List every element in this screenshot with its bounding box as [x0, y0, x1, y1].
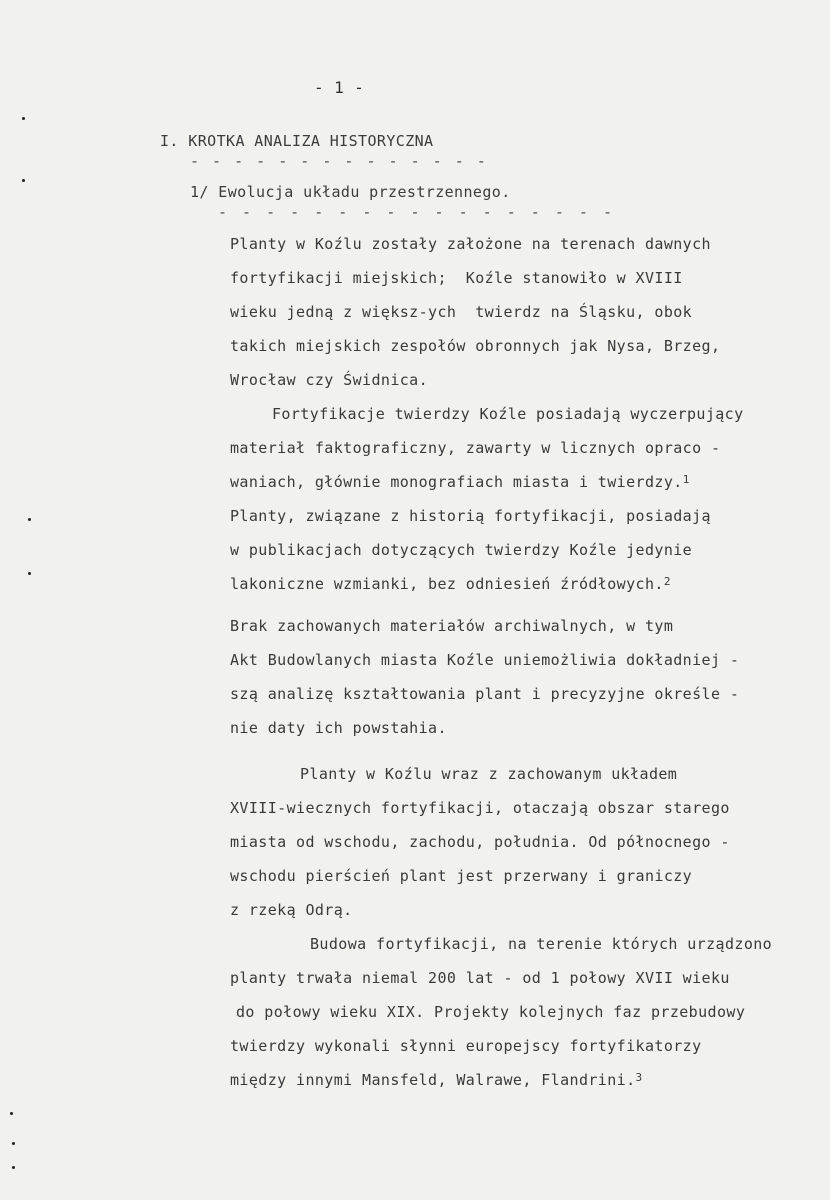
- margin-speck: [10, 1112, 13, 1115]
- text-line-with-footnote: [230, 472, 690, 494]
- margin-speck: [28, 572, 31, 575]
- section-title: I. KROTKA ANALIZA HISTORYCZNA: [160, 132, 434, 150]
- text-line: twierdzy wykonali słynni europejscy fortyfikatorzy: [230, 1037, 702, 1055]
- text-line: Wrocław czy Świdnica.: [230, 371, 429, 389]
- text-line: takich miejskich zespołów obronnych jak Nysa, Brzeg,: [230, 337, 721, 355]
- text-line: wieku jedną z większ-ych twierdz na Śląsku, obok: [230, 303, 693, 321]
- text-line: szą analizę kształtowania plant i precyzyjne określe -: [230, 685, 740, 703]
- text-line: fortyfikacji miejskich; Koźle stanowiło w XVIII: [230, 269, 683, 287]
- text-line: Planty w Koźlu zostały założone na terenach dawnych: [230, 235, 711, 253]
- subsection-title-underline: - - - - - - - - - - - - - - - - -: [218, 203, 616, 221]
- text-line: Planty w Koźlu wraz z zachowanym układem: [300, 765, 678, 783]
- text-line: Budowa fortyfikacji, na terenie których urządzono: [310, 935, 773, 953]
- text-line: XVIII-wiecznych fortyfikacji, otaczają obszar starego: [230, 799, 730, 817]
- text-line: między innymi Mansfeld, Walrawe, Flandrini.: [230, 1071, 636, 1089]
- text-line: miasta od wschodu, zachodu, południa. Od północnego -: [230, 833, 730, 851]
- text-line: nie daty ich powstahia.: [230, 719, 447, 737]
- text-line: do połowy wieku XIX. Projekty kolejnych faz przebudowy: [236, 1003, 746, 1021]
- text-line-with-footnote: [230, 574, 671, 596]
- footnote-marker: 2: [663, 575, 671, 588]
- footnote-marker: 1: [682, 473, 690, 486]
- page-number: - 1 -: [314, 78, 365, 97]
- margin-speck: [28, 518, 31, 521]
- subsection-title: 1/ Ewolucja układu przestrzennego.: [190, 183, 511, 201]
- margin-speck: [22, 179, 25, 182]
- margin-speck: [22, 117, 25, 120]
- section-title-underline: - - - - - - - - - - - - - -: [190, 152, 488, 170]
- text-line: Fortyfikacje twierdzy Koźle posiadają wyczerpujący: [272, 405, 744, 423]
- footnote-marker: 3: [635, 1071, 643, 1084]
- text-line: materiał faktograficzny, zawarty w licznych opraco -: [230, 439, 721, 457]
- text-line-with-footnote: [230, 1070, 643, 1092]
- text-line: Planty, związane z historią fortyfikacji, posiadają: [230, 507, 711, 525]
- text-line: w publikacjach dotyczących twierdzy Koźle jedynie: [230, 541, 693, 559]
- text-line: planty trwała niemal 200 lat - od 1 połowy XVII wieku: [230, 969, 730, 987]
- text-line: Brak zachowanych materiałów archiwalnych, w tym: [230, 617, 674, 635]
- text-line: Akt Budowlanych miasta Koźle uniemożliwia dokładniej -: [230, 651, 740, 669]
- text-line: wschodu pierścień plant jest przerwany i graniczy: [230, 867, 693, 885]
- margin-speck: [12, 1166, 15, 1169]
- margin-speck: [12, 1142, 15, 1145]
- text-line: waniach, głównie monografiach miasta i twierdzy.: [230, 473, 683, 491]
- text-line: z rzeką Odrą.: [230, 901, 353, 919]
- text-line: lakoniczne wzmianki, bez odniesień źródłowych.: [230, 575, 664, 593]
